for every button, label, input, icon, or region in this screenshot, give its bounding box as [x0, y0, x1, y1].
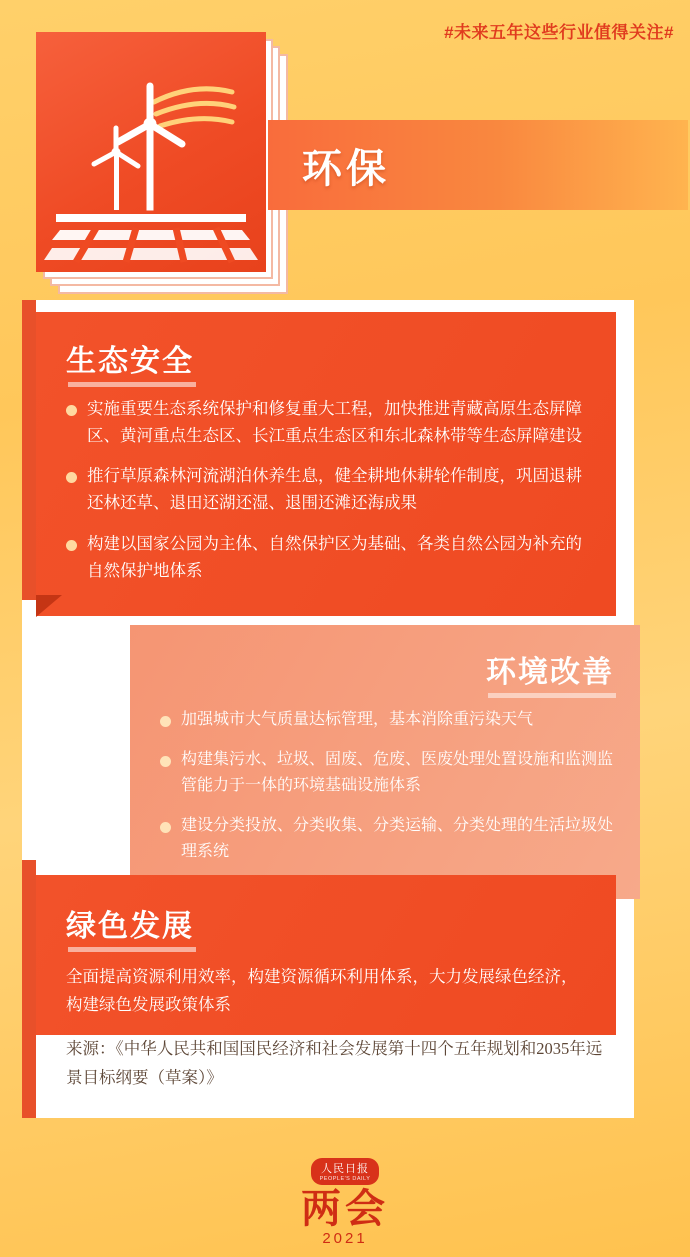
title-underline — [488, 693, 616, 698]
card-green-development — [36, 875, 616, 1035]
bullet-dot-icon — [160, 822, 171, 833]
card-environment-improvement — [130, 625, 640, 899]
card-title-green-development: 绿色发展 — [66, 901, 194, 945]
title-underline — [68, 947, 196, 952]
event-year: 2021 — [322, 1230, 368, 1247]
page-title-text: 环保 — [302, 146, 390, 191]
bullet-dot-icon — [66, 540, 77, 551]
publisher-badge — [311, 1158, 380, 1185]
list-item: 加强城市大气质量达标管理，基本消除重污染天气 — [160, 707, 614, 733]
bullet-dot-icon — [66, 405, 77, 416]
card-ecological-safety — [36, 312, 616, 616]
publisher-pinyin: PEOPLE'S DAILY — [319, 1176, 371, 1182]
list-item: 建设分类投放、分类收集、分类运输、分类处理的生活垃圾处理系统 — [160, 813, 614, 865]
list-item: 实施重要生态系统保护和修复重大工程，加快推进青藏高原生态屏障区、黄河重点生态区、长江重点生态区和东北森林带等生态屏障建设 — [66, 396, 590, 449]
wind-turbine-icon — [36, 32, 266, 272]
event-title: 两会 — [301, 1186, 389, 1231]
publisher-name: 人民日报 — [321, 1163, 369, 1175]
list-item: 构建以国家公园为主体、自然保护区为基础、各类自然公园为补充的自然保护地体系 — [66, 531, 590, 584]
card-title-environment-improvement: 环境改善 — [486, 647, 614, 691]
card-paragraph-green-development: 全面提高资源利用效率，构建资源循环利用体系，大力发展绿色经济，构建绿色发展政策体系 — [66, 968, 578, 1015]
card-title-ecological-safety: 生态安全 — [66, 336, 194, 380]
hashtag-label: #未来五年这些行业值得关注# — [444, 23, 674, 42]
list-item: 构建集污水、垃圾、固废、危废、医废处理处置设施和监测监管能力于一体的环境基础设施体系 — [160, 747, 614, 799]
bullet-list-ecological-safety — [66, 396, 590, 584]
page-title — [268, 120, 688, 210]
bullet-dot-icon — [160, 716, 171, 727]
header-icon-stack — [36, 32, 276, 292]
card-fold-decoration — [36, 595, 62, 617]
bullet-dot-icon — [160, 756, 171, 767]
title-underline — [68, 382, 196, 387]
bullet-dot-icon — [66, 472, 77, 483]
source-note: 来源：《中华人民共和国国民经济和社会发展第十四个五年规划和2035年远景目标纲要（草案）》 — [66, 1039, 603, 1087]
left-ribbon-top — [22, 300, 36, 600]
card-header-environment-improvement — [160, 647, 614, 691]
bullet-list-environment-improvement — [160, 707, 614, 865]
footer — [0, 1158, 690, 1247]
list-item: 推行草原森林河流湖泊休养生息，健全耕地休耕轮作制度，巩固退耕还林还草、退田还湖还湿、退围还滩还海成果 — [66, 463, 590, 516]
left-ribbon-bottom — [22, 860, 36, 1118]
